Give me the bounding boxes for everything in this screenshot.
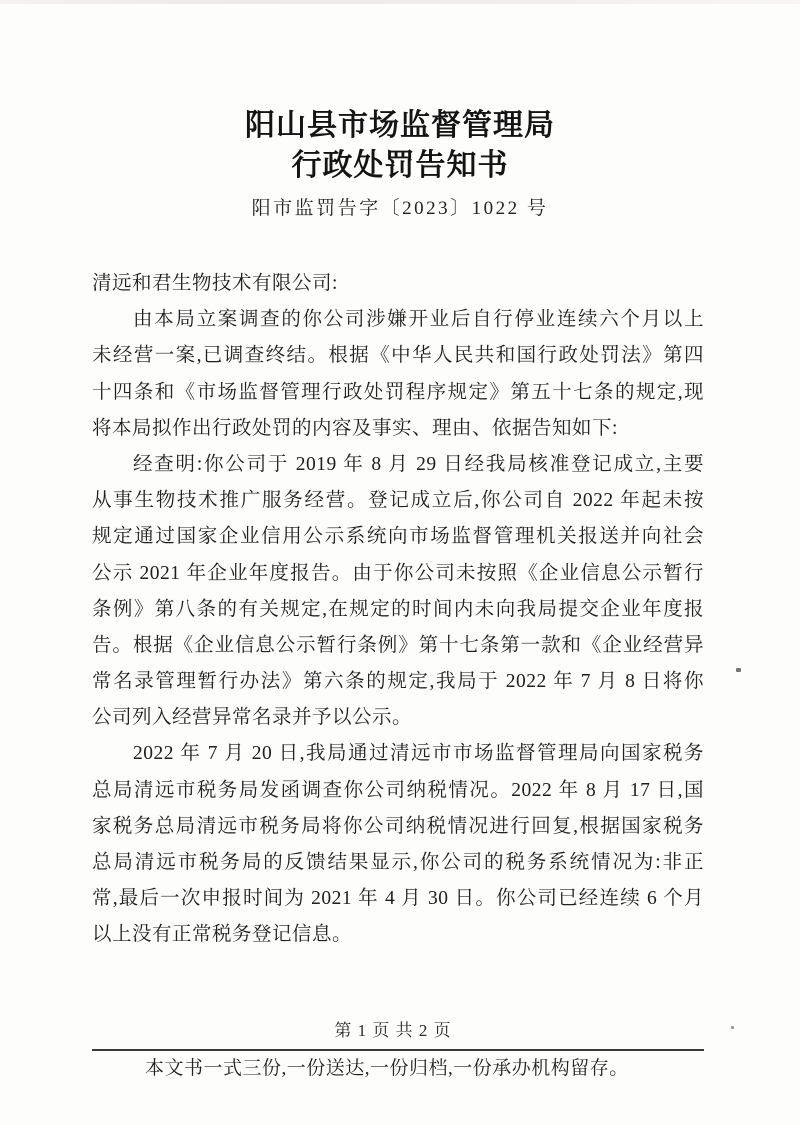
footer-divider	[92, 1049, 704, 1051]
body-text-line: 未经营一案,已调查终结。根据《中华人民共和国行政处罚法》第四	[92, 345, 704, 367]
body-text-line: 条例》第八条的有关规定,在规定的时间内未向我局提交企业年度报	[92, 598, 704, 620]
document-header	[0, 106, 800, 220]
body-text-line: 十四条和《市场监督管理行政处罚程序规定》第五十七条的规定,现	[92, 381, 704, 403]
body-text-line: 规定通过国家企业信用公示系统向市场监督管理机关报送并向社会	[92, 526, 704, 548]
scan-speck	[699, 496, 702, 499]
distribution-note: 本文书一式三份,一份送达,一份归档,一份承办机构留存。	[145, 1058, 629, 1079]
document-title-line2: 行政处罚告知书	[291, 149, 509, 182]
scan-speck	[736, 668, 741, 672]
body-text-line: 公示 2021 年企业年度报告。由于你公司未按照《企业信息公示暂行	[92, 562, 704, 584]
body-text-line: 总局清远市税务局发函调查你公司纳税情况。2022 年 8 月 17 日,国	[92, 779, 704, 801]
body-text-line: 总局清远市税务局的反馈结果显示,你公司的税务系统情况为:非正	[92, 852, 704, 873]
page-indicator: 第 1 页 共 2 页	[334, 1021, 452, 1040]
document-title-line1: 阳山县市场监督管理局	[245, 109, 555, 142]
body-text-line: 2022 年 7 月 20 日,我局通过清远市市场监督管理局向国家税务	[133, 743, 704, 765]
body-text-line: 清远和君生物技术有限公司:	[92, 273, 338, 294]
body-text-line: 家税务总局清远市税务局将你公司纳税情况进行回复,根据国家税务	[92, 815, 704, 837]
body-text-line: 常名录管理暂行办法》第六条的规定,我局于 2022 年 7 月 8 日将你	[92, 671, 704, 693]
scan-speck	[731, 1026, 734, 1029]
body-text-line: 以上没有正常税务登记信息。	[92, 924, 353, 946]
scan-edge-artifact	[0, 0, 800, 4]
document-number: 阳市监罚告字〔2023〕1022 号	[251, 198, 549, 219]
body-text-line: 告。根据《企业信息公示暂行条例》第十七条第一款和《企业经营异	[92, 634, 704, 656]
body-text-line: 公司列入经营异常名录并予以公示。	[92, 707, 413, 729]
body-text-line: 由本局立案调查的你公司涉嫌开业后自行停业连续六个月以上	[133, 309, 704, 331]
body-text-line: 经查明:你公司于 2019 年 8 月 29 日经我局核准登记成立,主要	[133, 453, 704, 475]
document-body	[92, 266, 704, 954]
body-text-line: 从事生物技术推广服务经营。登记成立后,你公司自 2022 年起未按	[92, 490, 704, 512]
body-text-line: 常,最后一次申报时间为 2021 年 4 月 30 日。你公司已经连续 6 个月	[92, 888, 704, 910]
body-text-line: 将本局拟作出行政处罚的内容及事实、理由、依据告知如下:	[92, 417, 618, 439]
